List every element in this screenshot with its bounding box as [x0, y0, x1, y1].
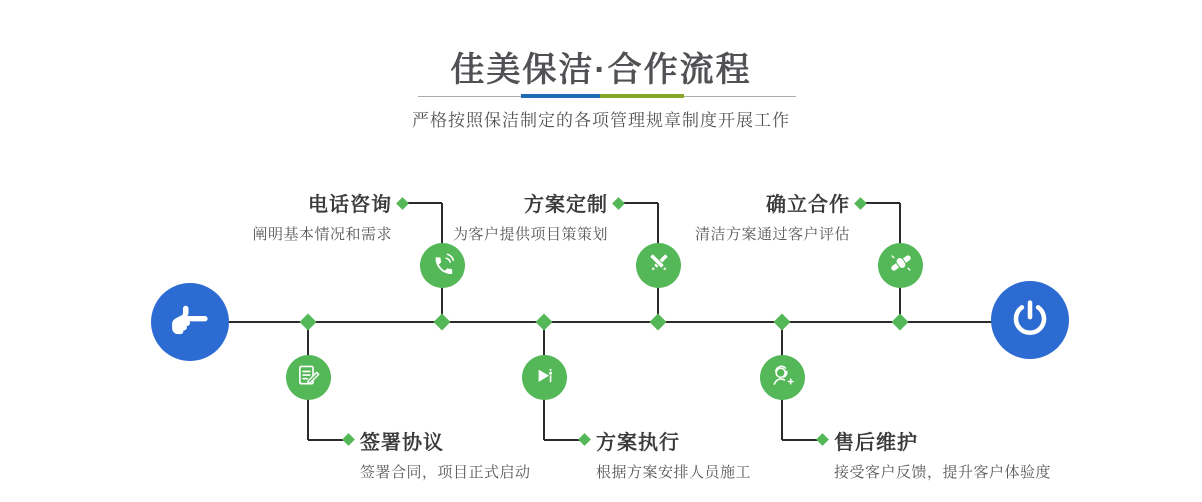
- step-label-block: [252, 188, 392, 244]
- diamond-marker: [578, 433, 591, 446]
- step-title: 电话咨询: [308, 194, 392, 216]
- hand-point-icon: [168, 298, 212, 347]
- step-label-block: [695, 188, 850, 244]
- power-icon: [1009, 297, 1051, 344]
- step-title: 售后维护: [834, 432, 918, 454]
- step-node-aftersales: [760, 355, 805, 400]
- diamond-marker: [612, 197, 625, 210]
- diamond-marker: [650, 314, 667, 331]
- divider-accent-green: [600, 94, 684, 98]
- crossed-pencils-icon: [644, 248, 674, 283]
- page-subtitle: 严格按照保洁制定的各项管理规章制度开展工作: [412, 111, 790, 130]
- handshake-icon: [886, 248, 916, 283]
- step-desc: 接受客户反馈，提升客户体验度: [834, 464, 1052, 481]
- page-title: 佳美保洁·合作流程: [450, 51, 752, 89]
- diamond-marker: [396, 197, 409, 210]
- step-desc: 签署合同，项目正式启动: [360, 464, 531, 481]
- step-node-sign: [286, 355, 331, 400]
- step-label-block: [360, 426, 531, 482]
- diamond-marker: [816, 433, 829, 446]
- divider-accent: [521, 94, 684, 98]
- step-label-block: [834, 426, 1051, 482]
- diamond-marker: [536, 314, 553, 331]
- step-node-cooperation: [878, 243, 923, 288]
- step-desc: 阐明基本情况和需求: [252, 226, 392, 243]
- diamond-marker: [342, 433, 355, 446]
- play-slider-icon: [530, 361, 559, 395]
- step-node-execute: [522, 355, 567, 400]
- step-desc: 为客户提供项目策策划: [452, 226, 608, 243]
- step-label-block: [453, 188, 608, 244]
- diamond-marker: [854, 197, 867, 210]
- step-label-block: [596, 426, 751, 482]
- step-title: 方案执行: [596, 432, 680, 454]
- diamond-marker: [774, 314, 791, 331]
- document-pen-icon: [294, 361, 323, 395]
- divider-accent-blue: [521, 94, 600, 98]
- timeline-end-node: [991, 281, 1069, 359]
- timeline-start-node: [151, 283, 229, 361]
- step-desc: 清洁方案通过客户评估: [694, 226, 850, 243]
- diamond-marker: [434, 314, 451, 331]
- phone-icon: [428, 249, 457, 283]
- diamond-marker: [892, 314, 909, 331]
- headset-person-icon: [768, 361, 797, 395]
- step-title: 方案定制: [524, 194, 608, 216]
- step-node-plan: [636, 243, 681, 288]
- step-title: 确立合作: [766, 194, 850, 216]
- step-node-phone: [420, 243, 465, 288]
- step-desc: 根据方案安排人员施工: [596, 464, 752, 481]
- diamond-marker: [300, 314, 317, 331]
- step-title: 签署协议: [360, 432, 444, 454]
